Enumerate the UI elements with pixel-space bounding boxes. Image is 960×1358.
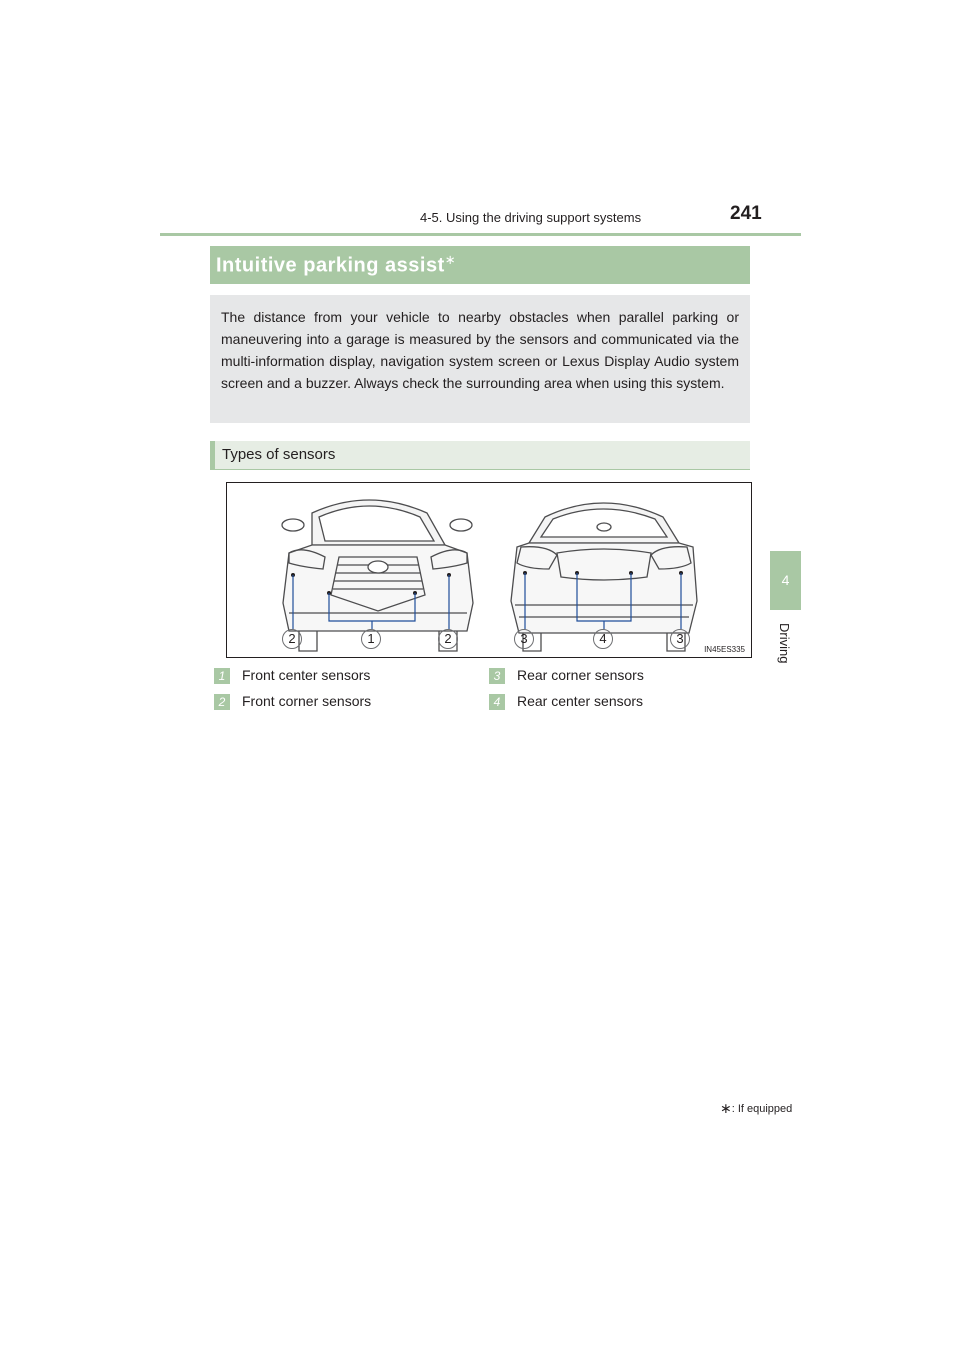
footnote: [720, 1100, 792, 1117]
callout-rear-left: 3: [514, 629, 534, 649]
sensor-illustration: [226, 482, 752, 658]
intro-box: [210, 295, 750, 423]
legend-badge-3: 3: [489, 668, 505, 684]
callout-rear-right: 3: [670, 629, 690, 649]
legend-badge-1: 1: [214, 668, 230, 684]
legend-label-1: Front center sensors: [242, 667, 371, 683]
subsection-accent: [210, 441, 215, 469]
header-divider: [160, 233, 801, 236]
legend-label-2: Front corner sensors: [242, 693, 372, 709]
legend-badge-4: 4: [489, 694, 505, 710]
section-title: [216, 252, 456, 278]
callout-front-right: 2: [438, 629, 458, 649]
subsection-header: [210, 441, 750, 469]
callout-front-center: 1: [361, 629, 381, 649]
intro-text: The distance from your vehicle to nearby obstacles when parallel parking or maneuvering into a garage is measured by the sensors and communicated via the multi-information display, navigation system screen or Lexus Display Audio system screen and a buzzer. Always check the surrounding area when using this system.: [221, 309, 739, 391]
chapter-label-text: Driving: [777, 623, 792, 664]
footnote-text: : If equipped: [731, 1103, 793, 1115]
chapter-label: [770, 615, 801, 675]
callout-rear-center: 4: [593, 629, 613, 649]
subsection-title: Types of sensors: [222, 446, 336, 463]
figure-code: IN45ES335: [704, 645, 745, 654]
section-title-bar: [210, 246, 750, 284]
front-view-car: [282, 500, 473, 651]
subsection-rule: [210, 469, 750, 470]
section-title-text: Intuitive parking assist: [216, 254, 445, 277]
legend-label-4: Rear center sensors: [517, 693, 644, 709]
callout-front-left: 2: [282, 629, 302, 649]
running-header: 4-5. Using the driving support systems: [420, 210, 642, 225]
chapter-tab: 4: [770, 551, 801, 610]
page-number: 241: [730, 203, 762, 224]
footnote-marker: ∗: [720, 1100, 732, 1116]
equipped-marker: ∗: [444, 252, 457, 267]
legend-badge-2: 2: [214, 694, 230, 710]
legend-label-3: Rear corner sensors: [517, 667, 644, 683]
